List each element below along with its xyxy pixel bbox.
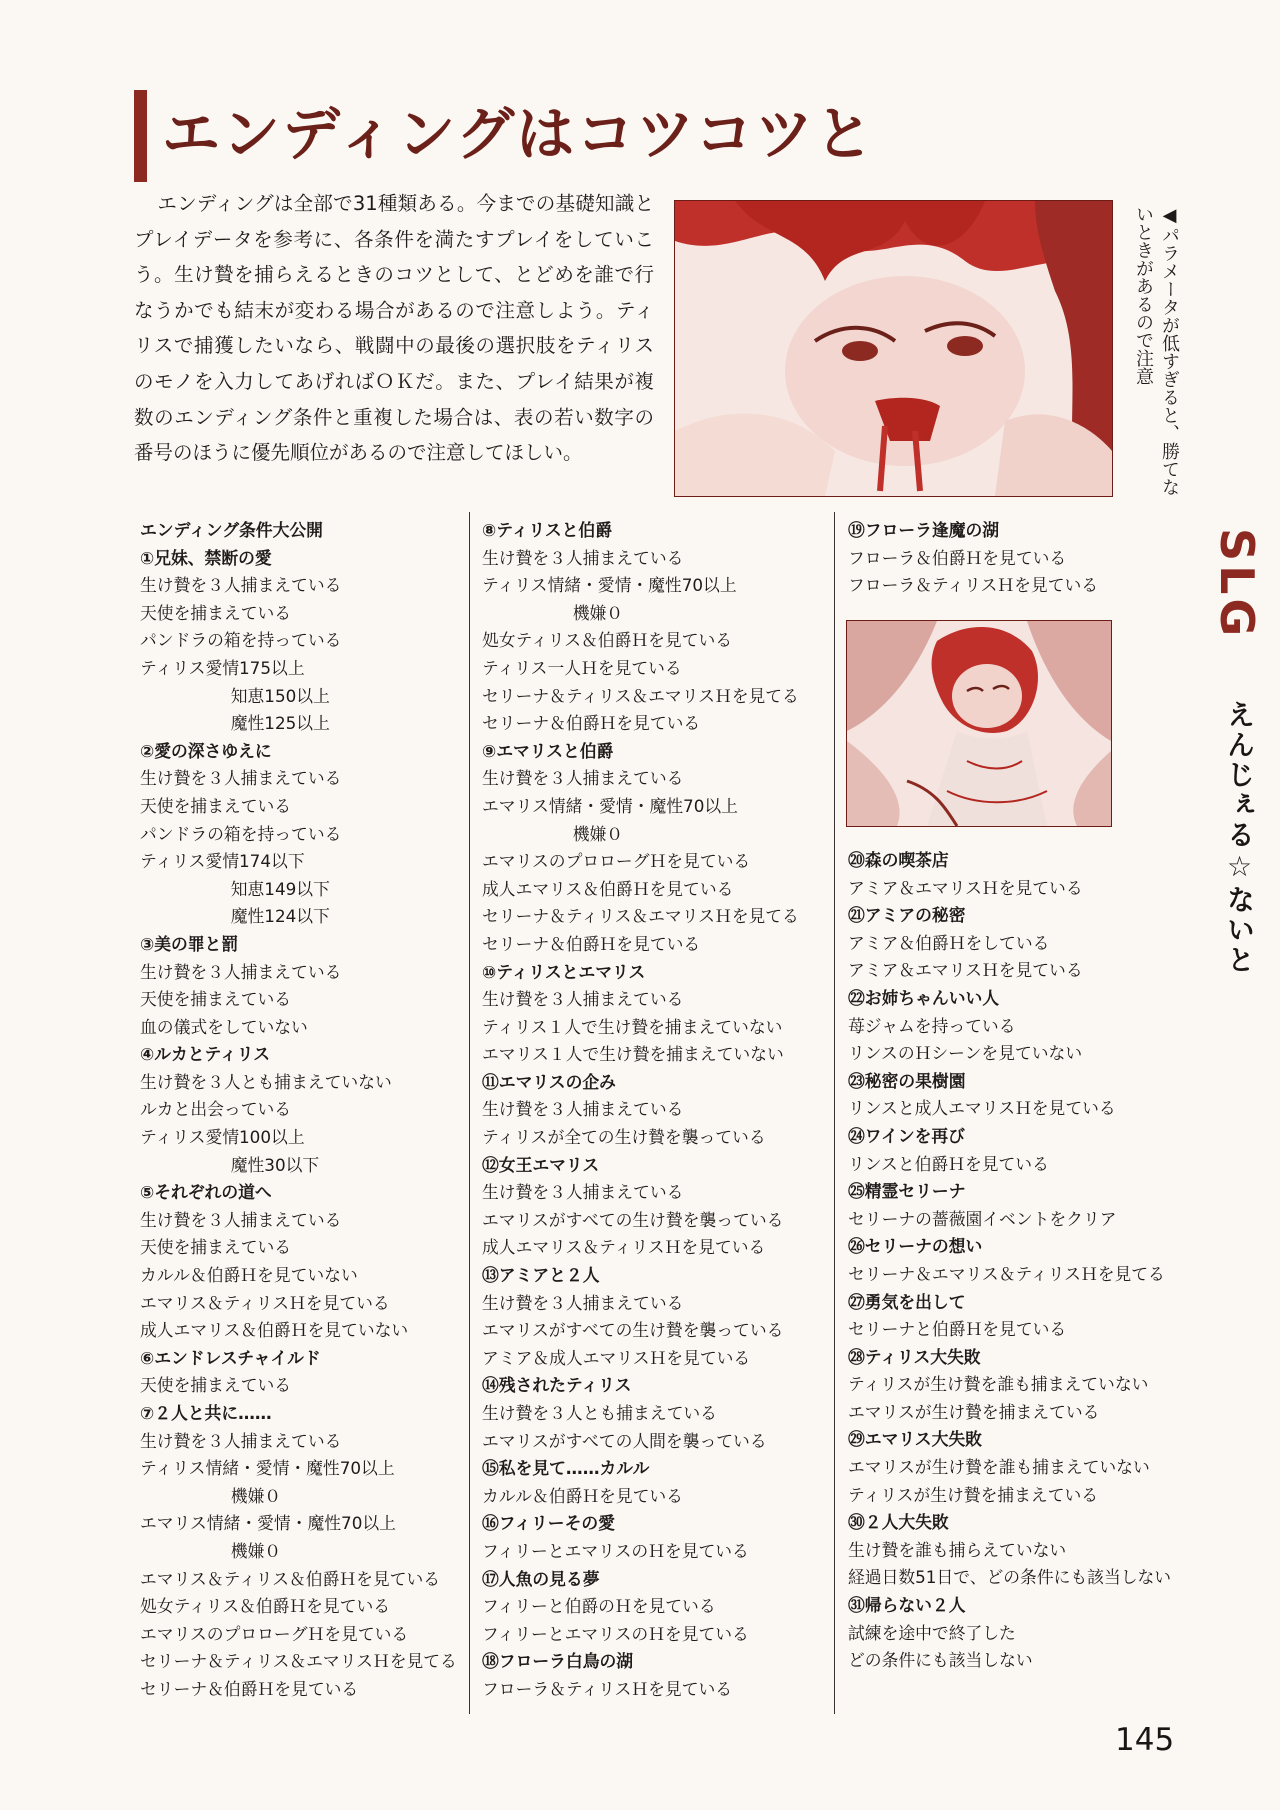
ending-condition: フィリーとエマリスのＨを見ている <box>482 1623 749 1644</box>
ending-condition: セリーナ＆ティリス＆エマリスＨを見てる <box>140 1651 457 1672</box>
ending-condition: ティリス愛情174以下 <box>140 851 305 872</box>
ending-condition: リンスのＨシーンを見ていない <box>848 1043 1083 1064</box>
ending-title: ⑥エンドレスチャイルド <box>140 1347 321 1368</box>
illustration-caption: ◀パラメータが低すぎると、勝てないときがあるので注意 <box>1133 205 1180 496</box>
ending-title: ㉕精霊セリーナ <box>848 1181 966 1202</box>
ending-condition: エマリスがすべての生け贄を襲っている <box>482 1320 784 1341</box>
ending-condition: エマリス＆ティリスＨを見ている <box>140 1292 390 1313</box>
ending-title: ⑦２人と共に…… <box>140 1403 272 1423</box>
ending-condition: ティリス情緒・愛情・魔性70以上 <box>140 1458 395 1479</box>
ending-condition: 処女ティリス＆伯爵Ｈを見ている <box>482 630 733 651</box>
ending-condition: 成人エマリス＆伯爵Ｈを見ていない <box>140 1320 409 1341</box>
ending-condition: セリーナ＆ティリス＆エマリスＨを見てる <box>482 906 799 927</box>
ending-condition: フローラ＆ティリスＨを見ている <box>482 1678 733 1699</box>
ending-condition: ルカと出会っている <box>140 1099 292 1120</box>
ending-title: ㉙エマリス大失敗 <box>848 1429 982 1450</box>
ending-condition: エマリス情緒・愛情・魔性70以上 <box>482 795 738 816</box>
ending-condition: 苺ジャムを持っている <box>848 1015 1016 1036</box>
ending-condition: 血の儀式をしていない <box>140 1016 308 1037</box>
ending-title: エンディング条件大公開 <box>140 520 323 540</box>
illustration-winged-girl <box>846 620 1112 827</box>
ending-condition: パンドラの箱を持っている <box>140 630 342 651</box>
ending-condition: エマリス＆ティリス＆伯爵Ｈを見ている <box>140 1568 441 1589</box>
ending-condition: 天使を捕まえている <box>140 795 292 816</box>
ending-condition: アミア＆伯爵Ｈをしている <box>848 932 1050 953</box>
ending-condition: アミア＆エマリスＨを見ている <box>848 877 1083 898</box>
ending-condition: 機嫌０ <box>572 823 624 844</box>
ending-condition: リンスと伯爵Ｈを見ている <box>848 1153 1049 1174</box>
ending-condition: カルル＆伯爵Ｈを見ている <box>482 1485 683 1506</box>
ending-condition: ティリス情緒・愛情・魔性70以上 <box>482 575 737 596</box>
ending-condition: 生け贄を３人捕まえている <box>482 1182 684 1203</box>
ending-condition: フィリーとエマリスのＨを見ている <box>482 1540 749 1561</box>
ending-condition: 生け贄を３人捕まえている <box>482 989 684 1010</box>
ending-condition: セリーナと伯爵Ｈを見ている <box>848 1319 1067 1340</box>
conditions-column-1 <box>140 517 460 1704</box>
ending-title: ⑲フローラ逢魔の湖 <box>848 520 1000 540</box>
ending-condition: 成人エマリス＆ティリスＨを見ている <box>482 1237 766 1258</box>
column-divider <box>834 512 835 1714</box>
ending-condition: 試練を途中で終了した <box>848 1622 1016 1643</box>
ending-title: ㉖セリーナの想い <box>848 1236 983 1257</box>
ending-title: ⑳森の喫茶店 <box>848 850 949 870</box>
ending-condition: 生け贄を３人とも捕まえている <box>482 1403 717 1423</box>
ending-title: ⑪エマリスの企み <box>482 1071 616 1092</box>
ending-title: ㉗勇気を出して <box>848 1291 966 1312</box>
ending-condition: フローラ＆伯爵Ｈを見ている <box>848 547 1067 568</box>
ending-title: ⑰人魚の見る夢 <box>482 1568 600 1589</box>
ending-condition: 処女ティリス＆伯爵Ｈを見ている <box>140 1596 391 1617</box>
ending-condition: 魔性124以下 <box>230 906 330 927</box>
page-heading: エンディングはコツコツと <box>162 100 876 168</box>
ending-title: ①兄妹、禁断の愛 <box>140 547 272 568</box>
intro-paragraph: エンディングは全部で31種類ある。今までの基礎知識とプレイデータを参考に、各条件を満たすプレイをしていこう。生け贄を捕らえるときのコツとして、とどめを誰で行なうかでも結末が変わる場合があるので注意しよう。ティリスで捕獲したいなら、戦闘中の最後の選択肢をティリスのモノを入力してあげればＯＫだ。また、プレイ結果が複数のエンディング条件と重複した場合は、表の若い数字の番号のほうに優先順位があるので注意してほしい。 <box>134 192 654 465</box>
conditions-column-3-top <box>848 517 1178 600</box>
ending-condition: ティリスが生け贄を誰も捕まえていない <box>848 1374 1149 1395</box>
ending-condition: 生け贄を３人捕まえている <box>140 1209 342 1230</box>
ending-condition: ティリス愛情175以上 <box>140 657 305 678</box>
heading-accent-bar <box>134 90 147 182</box>
ending-title: ㉓秘密の果樹園 <box>848 1070 966 1091</box>
ending-condition: セリーナの薔薇園イベントをクリア <box>848 1208 1117 1229</box>
ending-condition: 生け贄を３人捕まえている <box>140 961 342 982</box>
ending-condition: 機嫌０ <box>230 1540 282 1561</box>
ending-condition: ティリスが生け贄を捕まえている <box>848 1484 1099 1505</box>
ending-condition: セリーナ＆伯爵Ｈを見ている <box>140 1678 359 1699</box>
ending-title: ㉚２人大失敗 <box>848 1512 949 1533</box>
ending-condition: 知恵150以上 <box>230 685 330 706</box>
ending-condition: ティリス愛情100以上 <box>140 1127 305 1148</box>
ending-condition: 生け贄を３人捕まえている <box>140 768 342 789</box>
ending-condition: 生け贄を３人捕まえている <box>140 1430 342 1451</box>
ending-condition: 天使を捕まえている <box>140 989 292 1010</box>
ending-condition: 成人エマリス＆伯爵Ｈを見ている <box>482 878 734 899</box>
ending-condition: 生け贄を３人捕まえている <box>482 547 684 568</box>
game-title: えんじぇる☆ないと <box>1223 700 1256 975</box>
ending-condition: セリーナ＆伯爵Ｈを見ている <box>482 933 701 954</box>
ending-title: ㉔ワインを再び <box>848 1125 965 1146</box>
ending-condition: 天使を捕まえている <box>140 1375 292 1396</box>
ending-condition: セリーナ＆エマリス＆ティリスＨを見てる <box>848 1263 1165 1284</box>
illustration-crying-girl <box>674 200 1113 497</box>
ending-title: ⑫女王エマリス <box>482 1154 600 1175</box>
ending-condition: ティリスが全ての生け贄を襲っている <box>482 1127 766 1148</box>
ending-title: ㉒お姉ちゃんいい人 <box>848 987 1000 1008</box>
page-number: 145 <box>1115 1722 1175 1758</box>
ending-condition: 機嫌０ <box>230 1485 282 1506</box>
ending-condition: フィリーと伯爵のＨを見ている <box>482 1596 716 1617</box>
section-label: SLG <box>1210 528 1264 641</box>
ending-title: ㉛帰らない２人 <box>848 1595 966 1616</box>
ending-condition: ティリス一人Ｈを見ている <box>482 657 682 678</box>
ending-condition: エマリスのプロローグＨを見ている <box>140 1623 409 1644</box>
ending-condition: 機嫌０ <box>572 602 624 623</box>
ending-condition: セリーナ＆伯爵Ｈを見ている <box>482 713 701 734</box>
ending-condition: エマリス情緒・愛情・魔性70以上 <box>140 1513 396 1534</box>
ending-condition: 生け贄を３人捕まえている <box>140 575 342 596</box>
ending-title: ⑮私を見て……カルル <box>482 1458 650 1479</box>
ending-condition: エマリスがすべての生け贄を襲っている <box>482 1209 784 1230</box>
ending-condition: 生け贄を３人捕まえている <box>482 1292 684 1313</box>
ending-condition: 生け贄を３人捕まえている <box>482 768 684 789</box>
ending-title: ⑬アミアと２人 <box>482 1265 600 1286</box>
ending-condition: セリーナ＆ティリス＆エマリスＨを見てる <box>482 685 799 706</box>
ending-title: ㉘ティリス大失敗 <box>848 1346 981 1367</box>
ending-title: ⑤それぞれの道へ <box>140 1182 272 1203</box>
ending-condition: 知恵149以下 <box>230 878 330 899</box>
ending-condition: 経過日数51日で、どの条件にも該当しない <box>848 1567 1172 1588</box>
ending-condition: アミア＆成人エマリスＨを見ている <box>482 1347 751 1368</box>
column-divider <box>469 512 470 1714</box>
ending-condition: 生け贄を３人捕まえている <box>482 1099 684 1120</box>
ending-title: ⑨エマリスと伯爵 <box>482 740 614 761</box>
ending-condition: エマリスがすべての人間を襲っている <box>482 1430 767 1451</box>
ending-condition: エマリス１人で生け贄を捕まえていない <box>482 1044 784 1065</box>
ending-condition: ティリス１人で生け贄を捕まえていない <box>482 1016 783 1037</box>
ending-condition: どの条件にも該当しない <box>848 1650 1033 1671</box>
ending-condition: エマリスが生け贄を捕まえている <box>848 1401 1100 1422</box>
ending-title: ⑧ティリスと伯爵 <box>482 520 612 540</box>
ending-condition: 生け贄を３人とも捕まえていない <box>140 1071 392 1092</box>
ending-condition: エマリスが生け贄を誰も捕まえていない <box>848 1457 1150 1478</box>
ending-condition: リンスと成人エマリスＨを見ている <box>848 1098 1116 1119</box>
ending-title: ②愛の深さゆえに <box>140 740 272 761</box>
ending-condition: エマリスのプロローグＨを見ている <box>482 851 751 872</box>
ending-condition: パンドラの箱を持っている <box>140 823 342 844</box>
ending-condition: 天使を捕まえている <box>140 1237 292 1258</box>
ending-title: ㉑アミアの秘密 <box>848 905 966 926</box>
ending-title: ⑱フローラ白鳥の湖 <box>482 1651 634 1672</box>
ending-title: ③美の罪と罰 <box>140 933 239 954</box>
ending-condition: アミア＆エマリスＨを見ている <box>848 960 1083 981</box>
ending-condition: カルル＆伯爵Ｈを見ていない <box>140 1265 358 1286</box>
ending-title: ⑭残されたティリス <box>482 1375 632 1396</box>
ending-condition: 天使を捕まえている <box>140 602 292 623</box>
ending-condition: フローラ＆ティリスＨを見ている <box>848 575 1099 596</box>
ending-condition: 魔性125以上 <box>230 713 330 734</box>
conditions-column-2 <box>482 517 822 1704</box>
ending-title: ⑩ティリスとエマリス <box>482 961 646 982</box>
ending-title: ④ルカとティリス <box>140 1044 270 1065</box>
conditions-column-3-bottom <box>848 847 1178 1675</box>
ending-title: ⑯フィリーその愛 <box>482 1513 615 1534</box>
ending-condition: 魔性30以下 <box>230 1154 320 1175</box>
ending-condition: 生け贄を誰も捕らえていない <box>848 1539 1067 1560</box>
